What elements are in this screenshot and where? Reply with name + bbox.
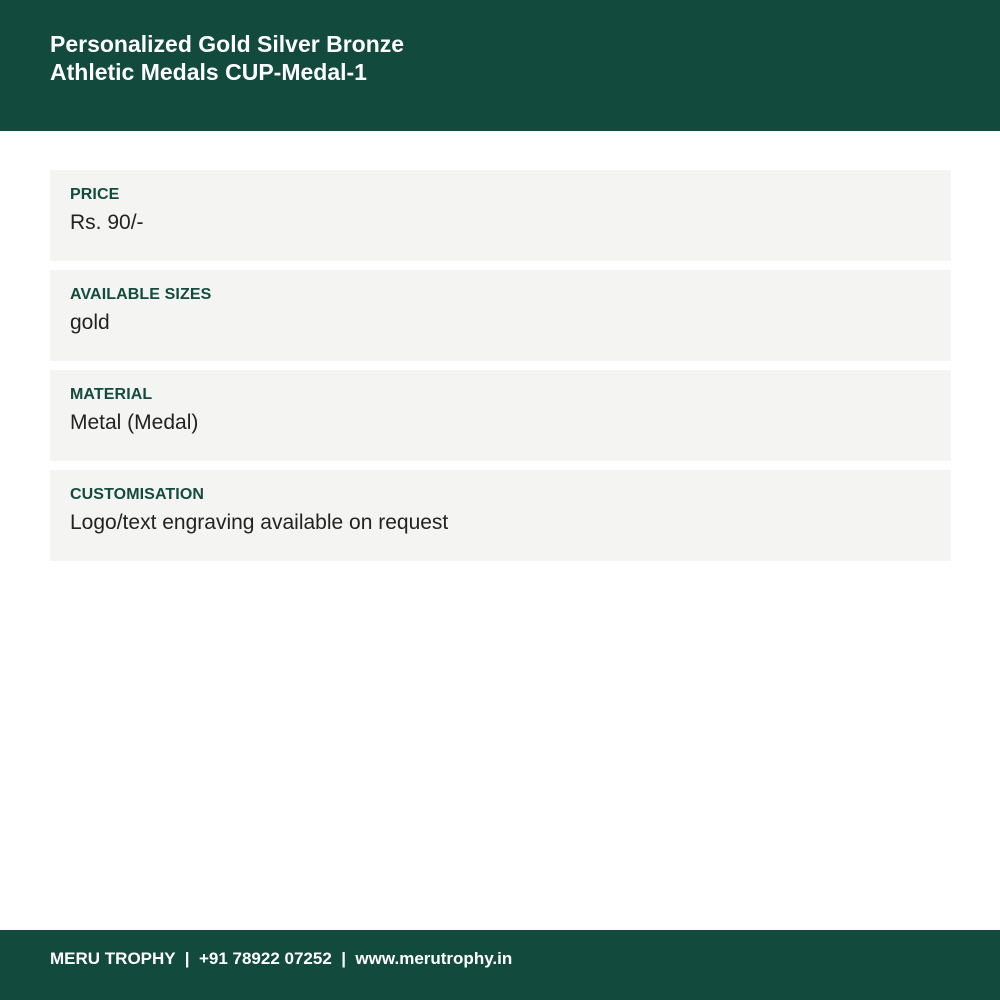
- price-label: PRICE: [70, 186, 120, 203]
- product-title: [50, 30, 570, 86]
- price-card: [50, 170, 951, 261]
- customisation-card: [50, 470, 951, 561]
- material-card: [50, 370, 951, 461]
- available-sizes-label: AVAILABLE SIZES: [70, 286, 212, 303]
- material-label: MATERIAL: [70, 386, 153, 403]
- footer-bar: [0, 930, 1000, 1000]
- available-sizes-card: [50, 270, 951, 361]
- customisation-label: CUSTOMISATION: [70, 486, 205, 503]
- available-sizes-value: gold: [70, 311, 110, 334]
- price-value: Rs. 90/-: [70, 211, 144, 234]
- footer-contact-text: MERU TROPHY | +91 78922 07252 | www.merutrophy.in: [50, 949, 513, 968]
- material-value: Metal (Medal): [70, 411, 199, 434]
- product-title-line-2: Athletic Medals CUP-Medal-1: [50, 59, 367, 85]
- product-title-line-1: Personalized Gold Silver Bronze: [50, 31, 405, 57]
- header-bar: [0, 0, 1000, 131]
- customisation-value: Logo/text engraving available on request: [70, 511, 449, 534]
